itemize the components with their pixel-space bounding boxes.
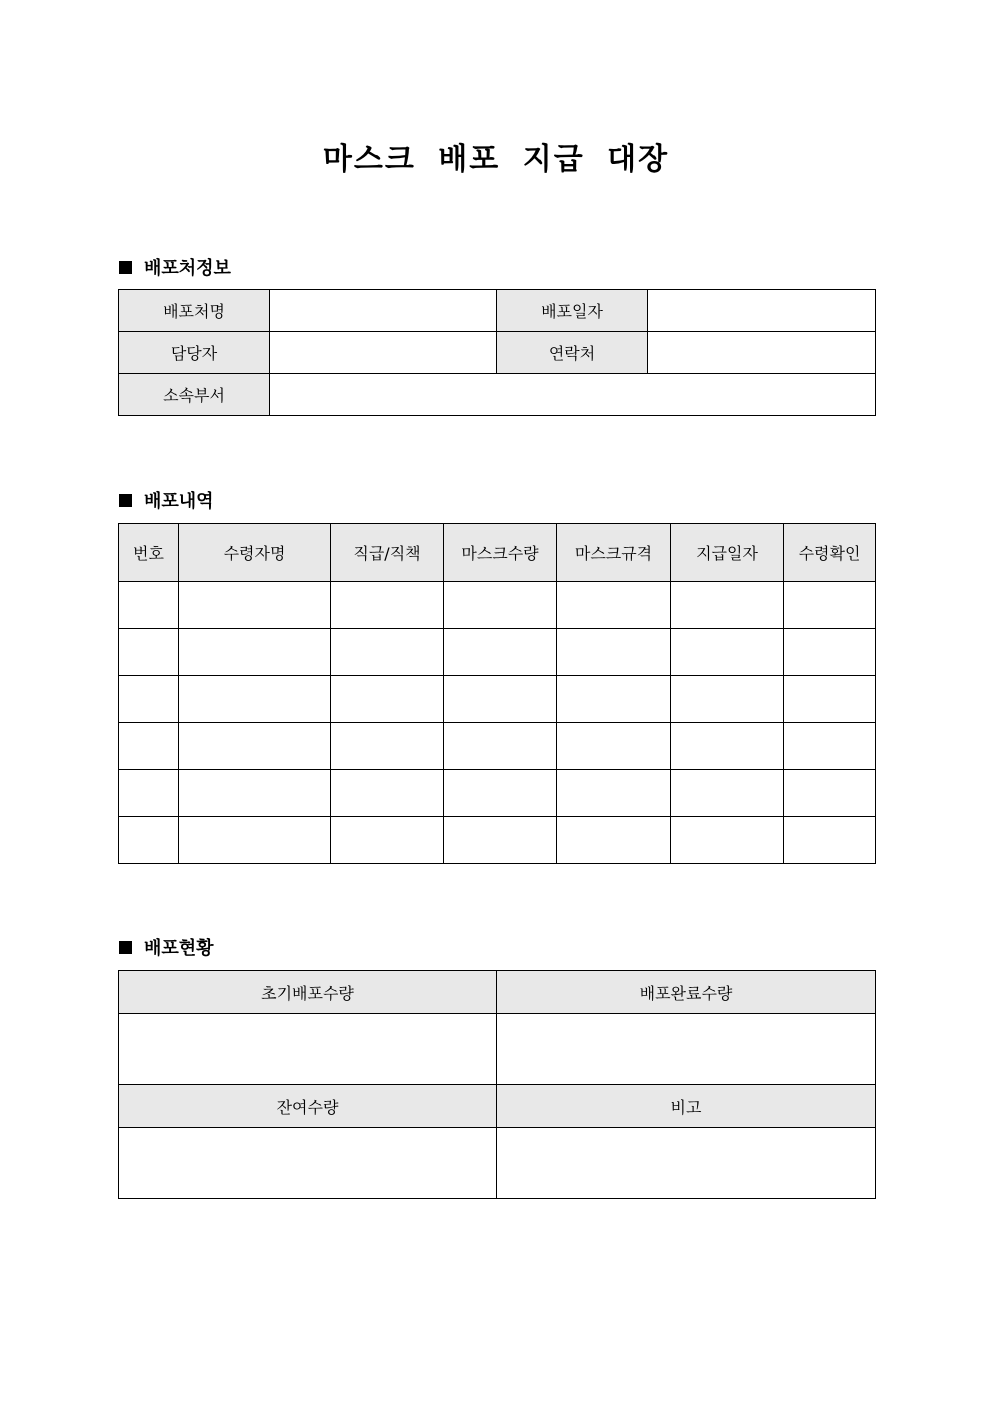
table-cell[interactable] xyxy=(119,723,179,770)
table-cell[interactable] xyxy=(557,817,671,864)
table-cell[interactable] xyxy=(331,582,444,629)
label-contact: 연락처 xyxy=(497,332,648,374)
distribution-list-table xyxy=(118,523,876,864)
table-row xyxy=(119,817,876,864)
table-cell[interactable] xyxy=(444,817,557,864)
table-cell[interactable] xyxy=(671,629,784,676)
table-cell[interactable] xyxy=(179,817,331,864)
table-cell[interactable] xyxy=(671,723,784,770)
table-cell[interactable] xyxy=(331,723,444,770)
table-cell[interactable] xyxy=(444,723,557,770)
table-cell[interactable] xyxy=(444,582,557,629)
table-cell[interactable] xyxy=(119,676,179,723)
table-cell[interactable] xyxy=(784,770,876,817)
table-cell[interactable] xyxy=(671,676,784,723)
table-cell[interactable] xyxy=(784,582,876,629)
table-cell[interactable] xyxy=(444,676,557,723)
table-cell[interactable] xyxy=(671,770,784,817)
field-department[interactable] xyxy=(270,374,876,416)
table-cell[interactable] xyxy=(444,629,557,676)
label-place: 배포처명 xyxy=(119,290,270,332)
table-row xyxy=(119,676,876,723)
column-header-position: 직급/직책 xyxy=(331,524,444,582)
table-cell[interactable] xyxy=(557,770,671,817)
table-cell[interactable] xyxy=(179,629,331,676)
field-note[interactable] xyxy=(497,1128,876,1199)
table-cell[interactable] xyxy=(784,817,876,864)
field-date[interactable] xyxy=(648,290,876,332)
field-manager[interactable] xyxy=(270,332,497,374)
table-cell[interactable] xyxy=(557,676,671,723)
label-manager: 담당자 xyxy=(119,332,270,374)
section-heading-info xyxy=(119,254,231,280)
table-cell[interactable] xyxy=(179,582,331,629)
column-header-recipient: 수령자명 xyxy=(179,524,331,582)
table-cell[interactable] xyxy=(784,723,876,770)
label-department: 소속부서 xyxy=(119,374,270,416)
section-heading-status xyxy=(119,934,214,960)
square-bullet-icon xyxy=(119,941,132,954)
table-cell[interactable] xyxy=(331,770,444,817)
table-cell[interactable] xyxy=(557,723,671,770)
square-bullet-icon xyxy=(119,494,132,507)
distribution-info-table xyxy=(118,289,876,416)
field-place[interactable] xyxy=(270,290,497,332)
table-row xyxy=(119,582,876,629)
column-header-spec: 마스크규격 xyxy=(557,524,671,582)
table-cell[interactable] xyxy=(331,629,444,676)
table-cell[interactable] xyxy=(671,817,784,864)
column-header-date: 지급일자 xyxy=(671,524,784,582)
label-date: 배포일자 xyxy=(497,290,648,332)
column-header-confirm: 수령확인 xyxy=(784,524,876,582)
table-cell[interactable] xyxy=(179,676,331,723)
field-completed-quantity[interactable] xyxy=(497,1014,876,1085)
column-header-quantity: 마스크수량 xyxy=(444,524,557,582)
table-cell[interactable] xyxy=(784,676,876,723)
table-cell[interactable] xyxy=(331,676,444,723)
table-cell[interactable] xyxy=(119,770,179,817)
section-heading-status-label: 배포현황 xyxy=(144,938,214,959)
table-cell[interactable] xyxy=(671,582,784,629)
column-header-number: 번호 xyxy=(119,524,179,582)
label-note: 비고 xyxy=(497,1085,876,1128)
label-completed-quantity: 배포완료수량 xyxy=(497,971,876,1014)
table-row xyxy=(119,770,876,817)
square-bullet-icon xyxy=(119,261,132,274)
table-cell[interactable] xyxy=(119,582,179,629)
table-cell[interactable] xyxy=(179,770,331,817)
page-title: 마스크 배포 지급 대장 xyxy=(322,142,670,177)
table-cell[interactable] xyxy=(784,629,876,676)
label-initial-quantity: 초기배포수량 xyxy=(119,971,497,1014)
section-heading-list-label: 배포내역 xyxy=(144,491,214,512)
table-cell[interactable] xyxy=(331,817,444,864)
table-cell[interactable] xyxy=(557,629,671,676)
table-cell[interactable] xyxy=(557,582,671,629)
table-row xyxy=(119,629,876,676)
field-remaining-quantity[interactable] xyxy=(119,1128,497,1199)
table-cell[interactable] xyxy=(179,723,331,770)
table-cell[interactable] xyxy=(444,770,557,817)
table-row xyxy=(119,723,876,770)
label-remaining-quantity: 잔여수량 xyxy=(119,1085,497,1128)
table-cell[interactable] xyxy=(119,817,179,864)
field-initial-quantity[interactable] xyxy=(119,1014,497,1085)
field-contact[interactable] xyxy=(648,332,876,374)
distribution-status-table xyxy=(118,970,876,1199)
table-cell[interactable] xyxy=(119,629,179,676)
section-heading-list xyxy=(119,487,214,513)
section-heading-info-label: 배포처정보 xyxy=(144,258,231,279)
